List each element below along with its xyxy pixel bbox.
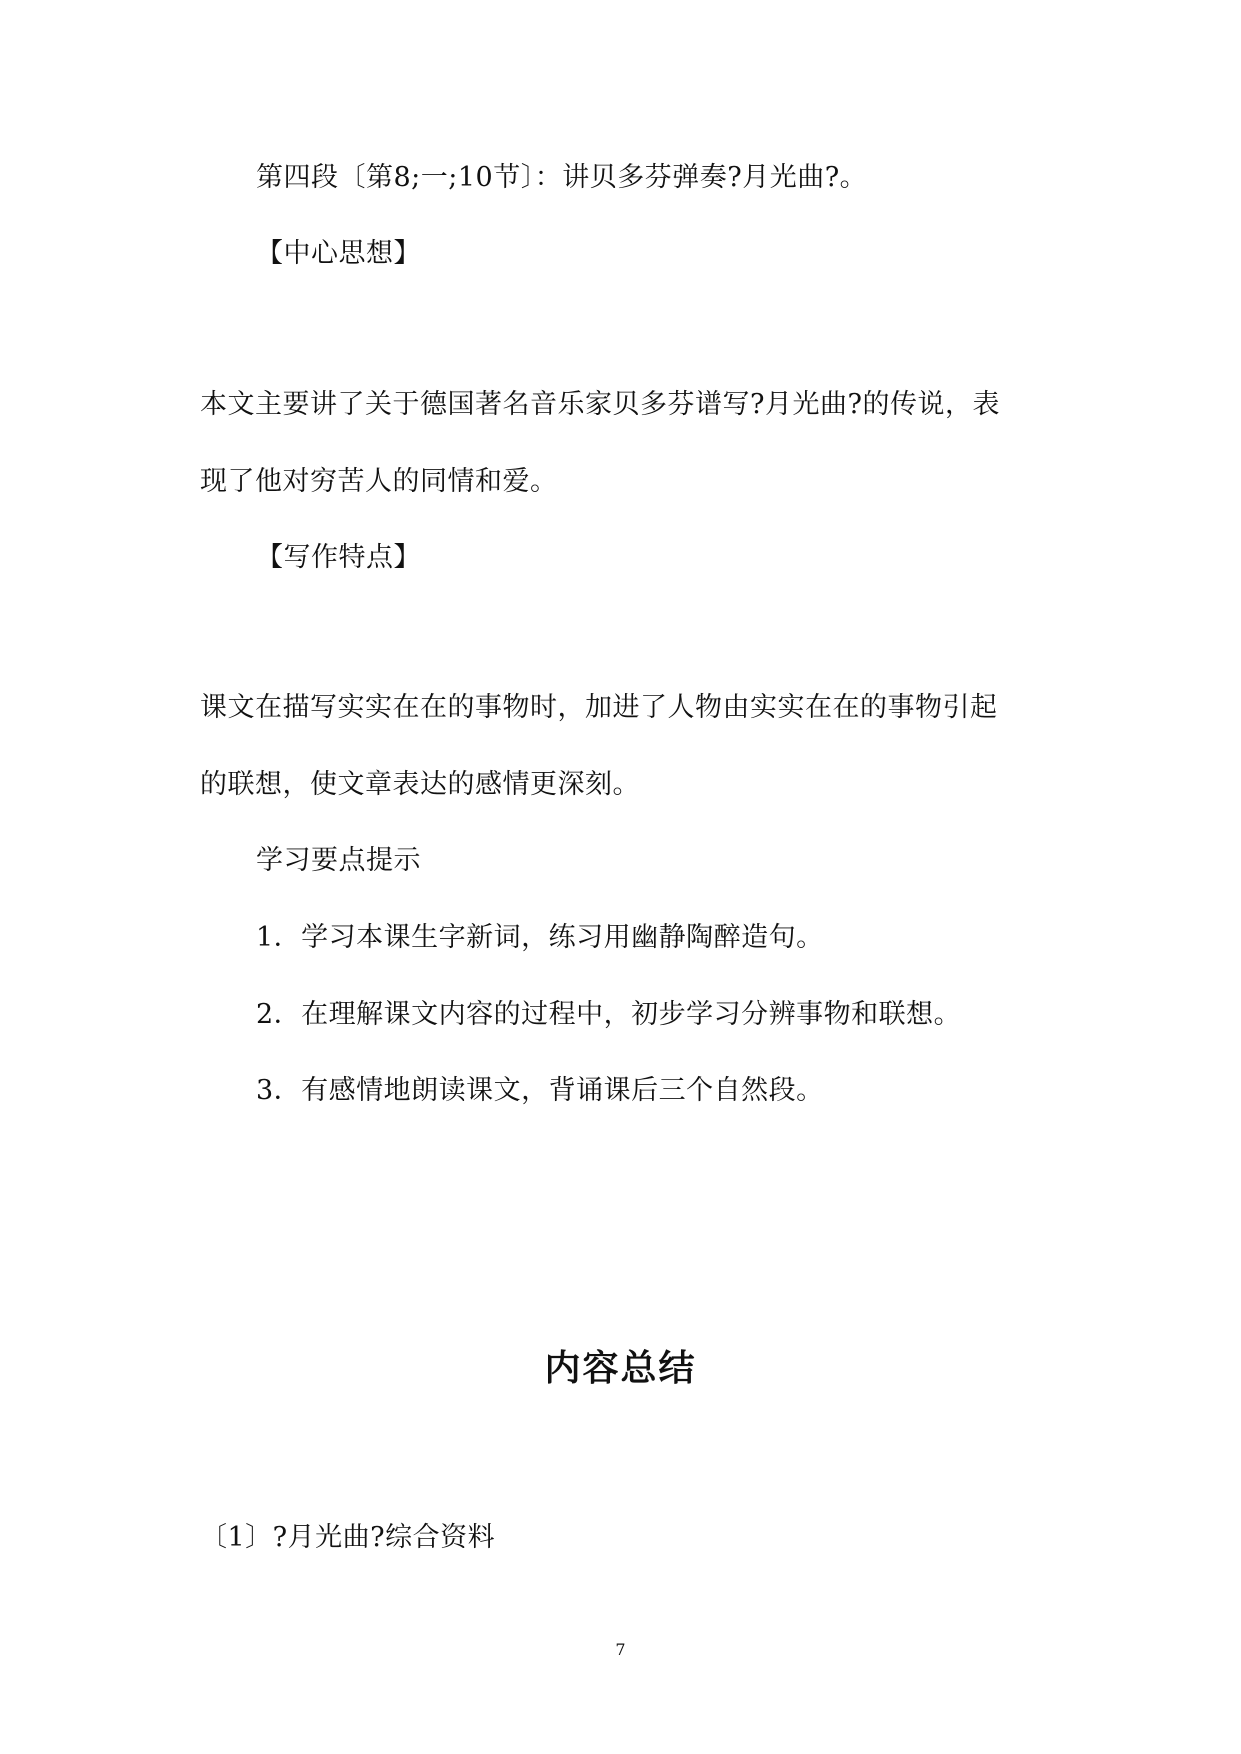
- study-point-3: 3．有感情地朗读课文，背诵课后三个自然段。: [256, 1075, 824, 1106]
- heading-study-points: 学习要点提示: [256, 845, 421, 876]
- heading-writing-features: 【写作特点】: [256, 542, 421, 573]
- section-item-1: 〔1〕?月光曲?综合资料: [200, 1522, 496, 1553]
- study-point-1: 1．学习本课生字新词，练习用幽静陶醉造句。: [256, 922, 824, 953]
- study-point-2: 2．在理解课文内容的过程中，初步学习分辨事物和联想。: [256, 999, 962, 1030]
- heading-central-idea: 【中心思想】: [256, 238, 421, 269]
- paragraph-writing-features-line-2: 的联想，使文章表达的感情更深刻。: [200, 769, 640, 800]
- paragraph-section-four: 第四段〔第8;一;10节〕：讲贝多芬弹奏?月光曲?。: [256, 162, 868, 193]
- page-number: 7: [615, 1640, 626, 1659]
- paragraph-writing-features-line-1: 课文在描写实实在在的事物时，加进了人物由实实在在的事物引起: [200, 692, 998, 723]
- paragraph-central-idea-line-1: 本文主要讲了关于德国著名音乐家贝多芬谱写?月光曲?的传说，表: [200, 389, 1000, 420]
- section-title: 内容总结: [544, 1348, 697, 1389]
- paragraph-central-idea-line-2: 现了他对穷苦人的同情和爱。: [200, 466, 558, 497]
